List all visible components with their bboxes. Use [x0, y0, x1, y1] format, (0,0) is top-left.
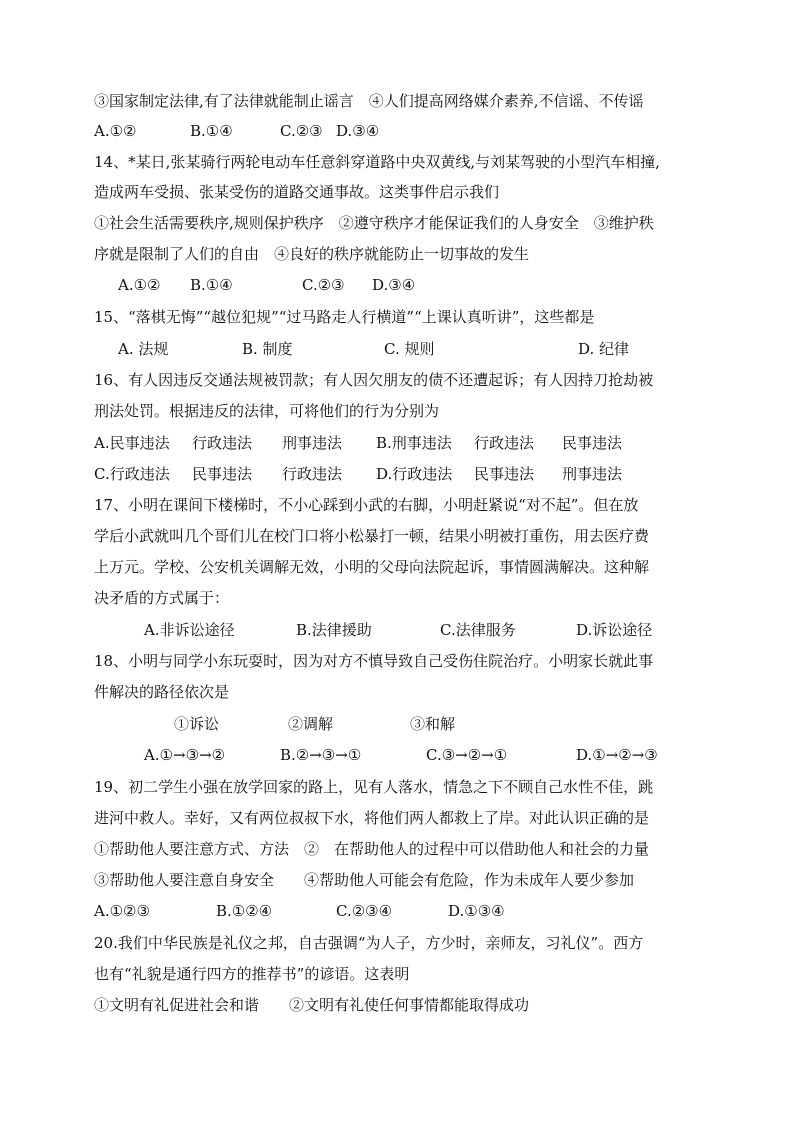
- choice-c: C.行政违法: [94, 465, 170, 483]
- question-18-text: 件解决的路径依次是: [94, 683, 230, 701]
- choice-c: C.②③: [280, 122, 323, 140]
- option-litigation: ①诉讼: [174, 715, 220, 733]
- choice-c: C.②③: [302, 276, 345, 294]
- choice-d: D.③④: [336, 122, 380, 140]
- choice-b: B.②→③→①: [280, 746, 362, 764]
- choice-a: A.非诉讼途径: [144, 621, 235, 639]
- choice-b: B.刑事违法: [376, 434, 452, 452]
- question-20-text: 也有“礼貌是通行四方的推荐书”的谚语。这表明: [94, 965, 410, 983]
- choice-a: A.①②③: [94, 902, 150, 920]
- choice-a: A.民事违法: [94, 434, 170, 452]
- question-20-text: 20.我们中华民族是礼仪之邦，自古强调“为人子，方少时，亲师友，习礼仪”。西方: [94, 934, 644, 952]
- question-18-text: 18、小明与同学小东玩耍时，因为对方不慎导致自己受伤住院治疗。小明家长就此事: [94, 652, 654, 670]
- question-16-text: 16、有人因违反交通法规被罚款；有人因欠朋友的债不还遭起诉；有人因持刀抢劫被: [94, 371, 654, 389]
- question-17-text: 17、小明在课间下楼梯时，不小心踩到小武的右脚，小明赶紧说“对不起”。但在放: [94, 496, 639, 514]
- choice-c: C.②③④: [336, 902, 393, 920]
- question-17-text: 上万元。学校、公安机关调解无效，小明的父母向法院起诉，事情圆满解决。这种解: [94, 558, 650, 576]
- question-14-text: 造成两车受损、张某受伤的道路交通事故。这类事件启示我们: [94, 183, 500, 201]
- choice-a: A.①→③→②: [144, 746, 226, 764]
- option-line: ③帮助他人要注意自身安全 ④帮助他人可能会有危险，作为未成年人要少参加: [94, 871, 635, 889]
- choice-b: B. 制度: [242, 340, 293, 358]
- choice-b-part: 民事违法: [562, 434, 623, 452]
- choice-c: C.法律服务: [440, 621, 516, 639]
- question-15-text: 15、“落棋无悔”“越位犯规”“过马路走人行横道”“上课认真听讲”，这些都是: [94, 308, 595, 326]
- choice-a-part: 刑事违法: [282, 434, 343, 452]
- choice-d: D.诉讼途径: [576, 621, 653, 639]
- choice-b-part: 行政违法: [474, 434, 535, 452]
- choice-a-part: 行政违法: [192, 434, 253, 452]
- option-settlement: ③和解: [410, 715, 456, 733]
- choice-d: D.③④: [372, 276, 416, 294]
- choice-b: B.①②④: [216, 902, 273, 920]
- choice-c-part: 民事违法: [192, 465, 253, 483]
- option-line: ③国家制定法律,有了法律就能制止谣言 ④人们提高网络媒介素养,不信谣、不传谣: [94, 92, 644, 110]
- choice-c: C. 规则: [384, 340, 435, 358]
- choice-a: A.①②: [94, 122, 137, 140]
- choice-d: D.行政违法: [376, 465, 453, 483]
- choice-d-part: 刑事违法: [562, 465, 623, 483]
- question-17-text: 学后小武就叫几个哥们儿在校门口将小松暴打一顿，结果小明被打重伤，用去医疗费: [94, 527, 650, 545]
- choice-a: A. 法规: [118, 340, 169, 358]
- option-line: 序就是限制了人们的自由 ④良好的秩序就能防止一切事故的发生: [94, 245, 530, 263]
- choice-c-part: 行政违法: [282, 465, 343, 483]
- question-16-text: 刑法处罚。根据违反的法律，可将他们的行为分别为: [94, 402, 440, 420]
- choice-d: D. 纪律: [578, 340, 630, 358]
- choice-b: B.①④: [190, 122, 233, 140]
- choice-b: B.①④: [190, 276, 233, 294]
- option-mediation: ②调解: [288, 715, 334, 733]
- option-line: ①文明有礼促进社会和谐 ②文明有礼使任何事情都能取得成功: [94, 996, 530, 1014]
- question-14-text: 14、*某日,张某骑行两轮电动车任意斜穿道路中央双黄线,与刘某驾驶的小型汽车相撞,: [94, 153, 660, 171]
- choice-d: D.①→②→③: [576, 746, 658, 764]
- question-19-text: 19、初二学生小强在放学回家的路上，见有人落水，情急之下不顾自己水性不佳，跳: [94, 778, 654, 796]
- question-17-text: 决矛盾的方式属于：: [94, 589, 230, 607]
- option-line: ①社会生活需要秩序,规则保护秩序 ②遵守秩序才能保证我们的人身安全 ③维护秩: [94, 214, 654, 232]
- choice-a: A.①②: [118, 276, 161, 294]
- choice-b: B.法律援助: [296, 621, 372, 639]
- question-19-text: 进河中救人。幸好，又有两位叔叔下水，将他们两人都救上了岸。对此认识正确的是: [94, 809, 650, 827]
- choice-d-part: 民事违法: [474, 465, 535, 483]
- option-line: ①帮助他人要注意方式、方法 ② 在帮助他人的过程中可以借助他人和社会的力量: [94, 840, 650, 858]
- choice-c: C.③→②→①: [426, 746, 508, 764]
- choice-d: D.①③④: [448, 902, 505, 920]
